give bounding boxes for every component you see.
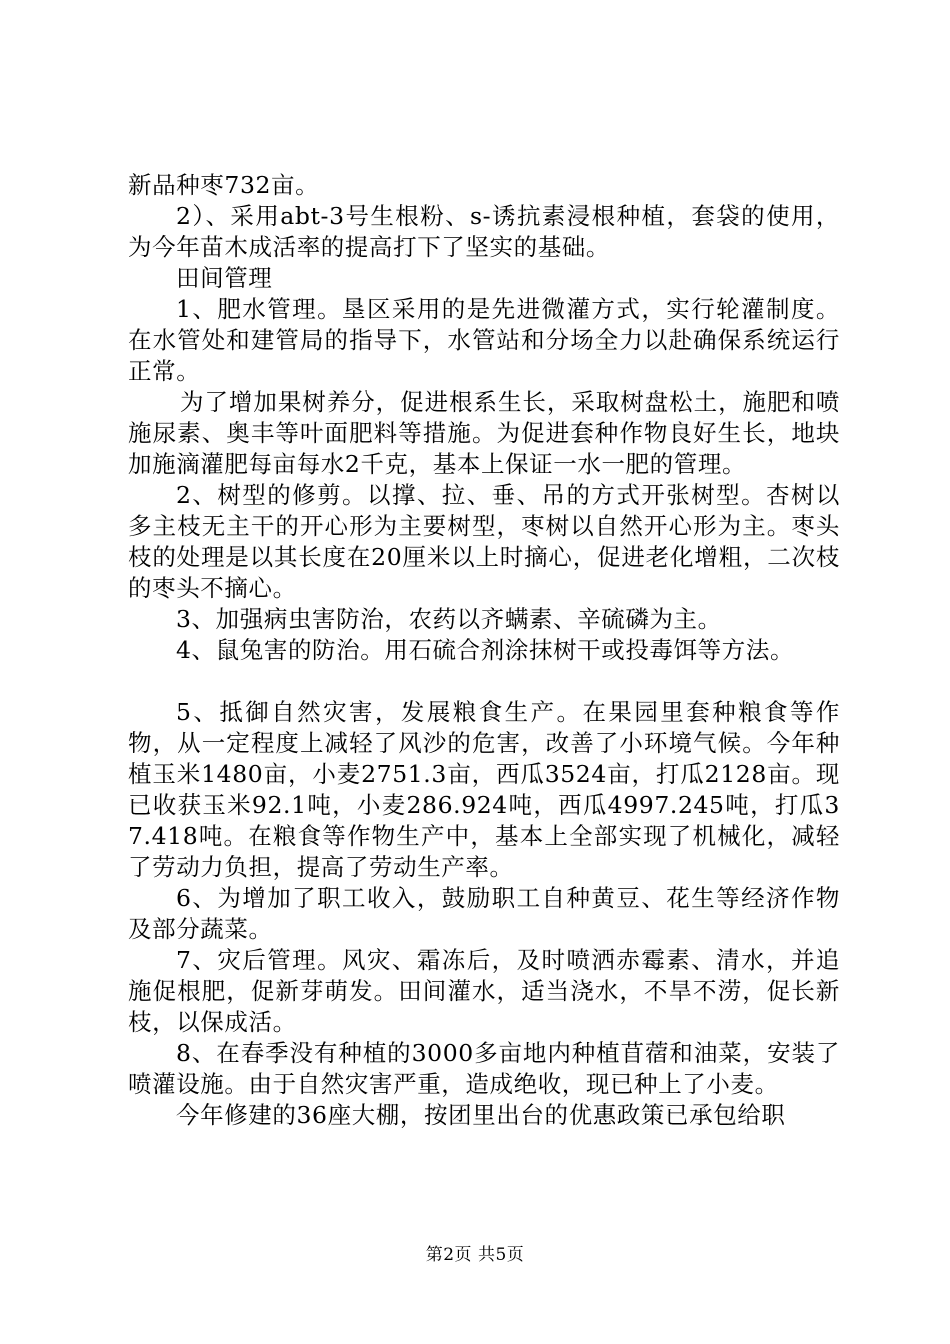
paragraph-rodent-control: 4、鼠兔害的防治。用石硫合剂涂抹树干或投毒饵等方法。	[176, 636, 795, 664]
document-body	[128, 170, 840, 1131]
paragraph-rooting: 2）、采用abt-3号生根粉、s-诱抗素浸根种植，套袋的使用，为今年苗木成活率的提高打下了坚实的基础。	[128, 202, 840, 261]
paragraph-greenhouses: 今年修建的36座大棚，按团里出台的优惠政策已承包给职	[176, 1101, 786, 1129]
paragraph-income: 6、为增加了职工收入，鼓励职工自种黄豆、花生等经济作物及部分蔬菜。	[128, 884, 840, 943]
paragraph-disaster-management: 7、灾后管理。风灾、霜冻后，及时喷洒赤霉素、清水，并追施促根肥，促新芽萌发。田间灌水，适当浇水，不旱不涝，促长新枝，以保成活。	[128, 946, 840, 1036]
paragraph-nutrients: 为了增加果树养分，促进根系生长，采取树盘松土，施肥和喷施尿素、奥丰等叶面肥料等措施。为促进套种作物良好生长，地块加施滴灌肥每亩每水2千克，基本上保证一水一肥的管理。	[128, 388, 840, 478]
paragraph-pest-control: 3、加强病虫害防治，农药以齐螨素、辛硫磷为主。	[176, 605, 722, 633]
paragraph-pruning: 2、树型的修剪。以撑、拉、垂、吊的方式开张树型。杏树以多主枝无主干的开心形为主要树型，枣树以自然开心形为主。枣头枝的处理是以其长度在20厘米以上时摘心，促进老化增粗，二次枝的枣头不摘心。	[128, 481, 840, 602]
paragraph-grain-production: 5、抵御自然灾害，发展粮食生产。在果园里套种粮食等作物，从一定程度上减轻了风沙的危害，改善了小环境气候。今年种植玉米1480亩，小麦2751.3亩，西瓜3524亩，打瓜2128亩。现已收获玉米92.1吨，小麦286.924吨，西瓜4997.245吨，打瓜37.418吨。在粮食等作物生产中，基本上全部实现了机械化，减轻了劳动力负担，提高了劳动生产率。	[128, 698, 840, 881]
page-number-footer: 第2页 共5页	[425, 1245, 525, 1265]
section-heading-field-management: 田间管理	[176, 264, 273, 292]
paragraph-spring-planting: 8、在春季没有种植的3000多亩地内种植苜蓿和油菜，安装了喷灌设施。由于自然灾害严重，造成绝收，现已种上了小麦。	[128, 1039, 840, 1098]
paragraph-fertilizer-water: 1、肥水管理。垦区采用的是先进微灌方式，实行轮灌制度。在水管处和建管局的指导下，水管站和分场全力以赴确保系统运行正常。	[128, 295, 840, 385]
blank-line	[128, 666, 840, 697]
paragraph-continuation: 新品种枣732亩。	[128, 171, 320, 199]
